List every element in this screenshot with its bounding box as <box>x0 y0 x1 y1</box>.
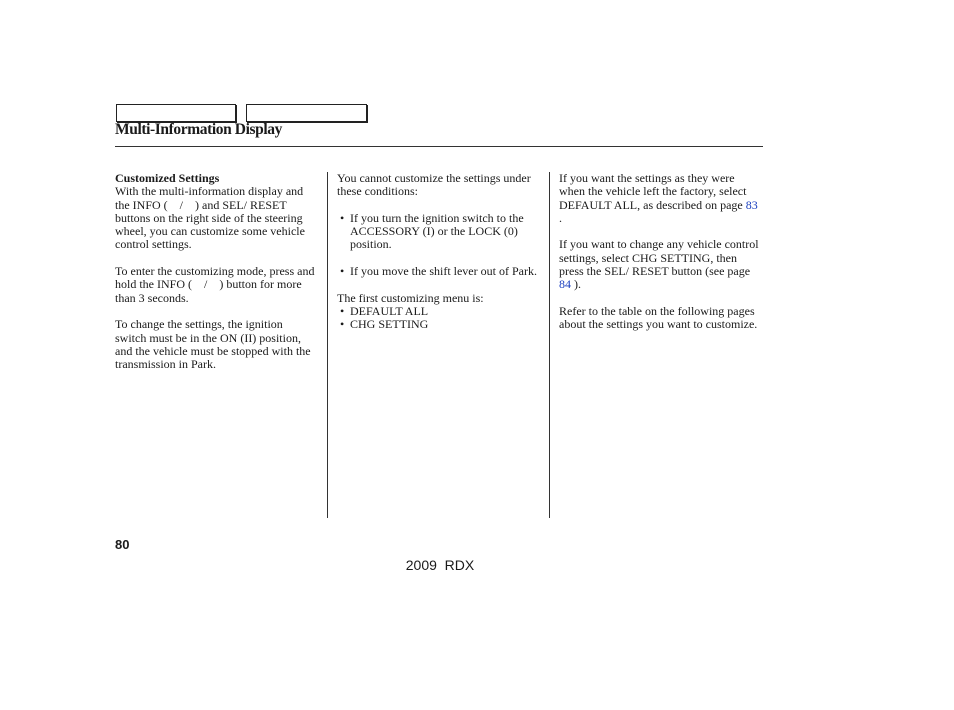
column-3 <box>559 172 759 345</box>
column-divider-1 <box>327 172 328 518</box>
page-number: 80 <box>115 537 130 552</box>
section-heading: Customized Settings <box>115 171 220 185</box>
menu-item-label: CHG SETTING <box>350 317 429 332</box>
bullet-dot: • <box>340 264 345 279</box>
bullet-text: If you turn the ignition switch to the ACCESSORY (I) or the LOCK (0) position. <box>350 210 524 252</box>
menu-item <box>337 318 542 331</box>
bullet-text: If you move the shift lever out of Park. <box>350 264 537 279</box>
title-divider <box>115 146 763 147</box>
bullet-item <box>337 265 542 278</box>
column-divider-2 <box>549 172 550 518</box>
paragraph-default-all <box>559 172 759 225</box>
paragraph-enter-mode: To enter the customizing mode, press and hold the INFO ( / ) button for more than 3 seconds. <box>115 264 315 305</box>
column-1 <box>115 172 315 385</box>
text: . <box>559 210 562 225</box>
menu-list <box>337 305 542 332</box>
paragraph-intro: With the multi-information display and the INFO ( / ) and SEL/ RESET buttons on the right side of the steering wheel, you can customize some vehicle control settings. <box>115 184 305 252</box>
bullet-item <box>337 212 542 252</box>
page-title: Multi-Information Display <box>115 121 282 138</box>
menu-item <box>337 305 542 318</box>
page-link-83[interactable]: 83 <box>745 197 758 212</box>
paragraph-first-menu: The first customizing menu is: <box>337 290 484 305</box>
paragraph-conditions: To change the settings, the ignition switch must be in the ON (II) position, and the vehicle must be stopped with the transmission in Park. <box>115 317 311 372</box>
bullet-dot: • <box>340 317 345 332</box>
paragraph-refer-table: Refer to the table on the following pages about the settings you want to customize. <box>559 303 758 332</box>
text: If you want the settings as they were when the vehicle left the factory, select DEFAULT ALL, as described on page <box>559 171 747 212</box>
bullet-dot: • <box>340 210 345 225</box>
bullet-dot: • <box>340 303 345 318</box>
menu-item-label: DEFAULT ALL <box>350 303 429 318</box>
footer-model: 2009 RDX <box>405 557 475 573</box>
text: If you want to change any vehicle control settings, select CHG SETTING, then press the SEL/ RESET button (see page <box>559 237 759 279</box>
page-link-84[interactable]: 84 <box>559 277 571 292</box>
column-2 <box>337 172 542 332</box>
text: ). <box>571 277 581 292</box>
paragraph-restrictions: You cannot customize the settings under these conditions: <box>337 171 531 199</box>
paragraph-chg-setting <box>559 238 759 291</box>
section-tab-1[interactable] <box>116 104 236 122</box>
section-tab-2[interactable] <box>246 104 367 122</box>
